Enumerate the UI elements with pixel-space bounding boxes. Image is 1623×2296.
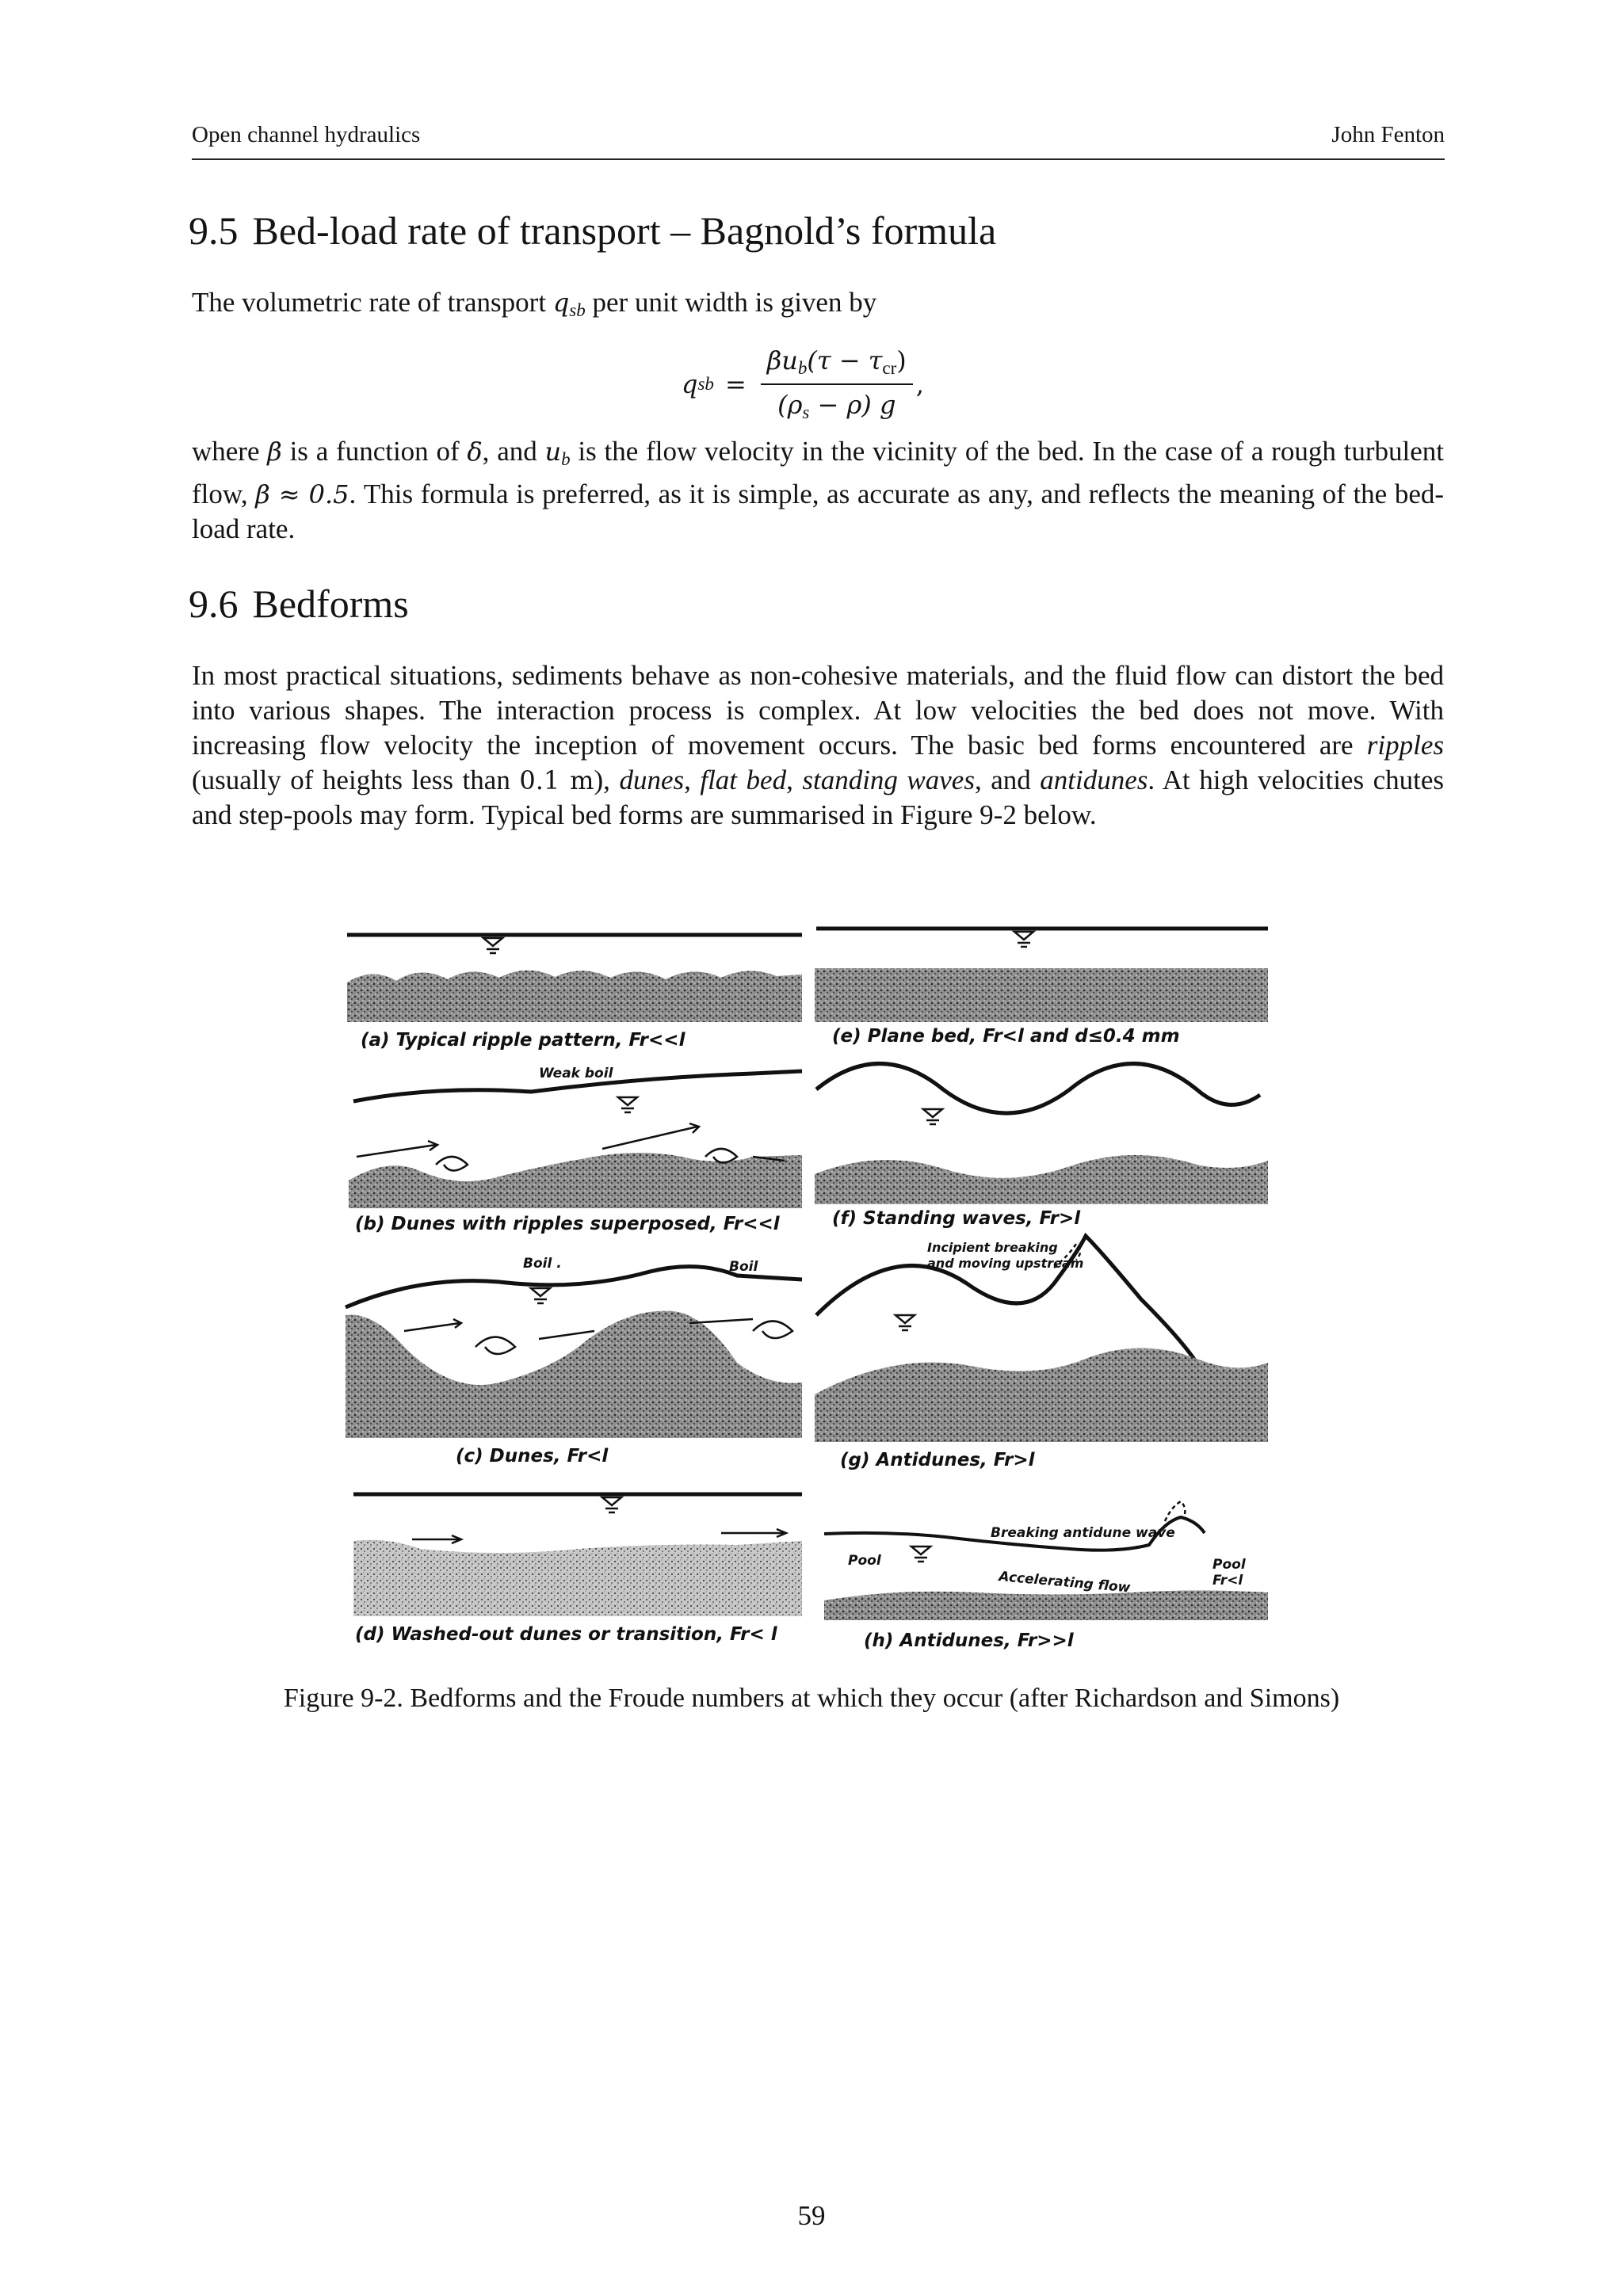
term-standing-waves: standing waves [802,765,975,795]
where-text: is a function of [281,436,468,467]
panel-d-label: (d) Washed-out dunes or transition, Fr< l [355,1624,777,1645]
incipient-label-1: Incipient breaking [927,1240,1058,1255]
page-header-right: John Fenton [1331,122,1445,147]
var-q-sub: sb [569,300,586,320]
pool-label-2: Pool [1212,1557,1246,1573]
section-title: Bedforms [252,582,409,626]
where-text: is the flow velocity in the vicinity of the bed. In the case of a rough turbulent flow, [192,436,1444,509]
section-9-6-heading [189,581,409,627]
boil-label-2: Boil [729,1259,758,1275]
eq-den-sub: s [802,402,810,422]
panel-f [815,1064,1268,1230]
var-u-sub: b [561,449,571,469]
panel-c [346,1256,802,1466]
section-number: 9.5 [189,208,239,253]
figure-caption: Figure 9-2. Bedforms and the Froude numbers at which they occur (after Richardson and Simons) [283,1684,1340,1713]
panel-f-label: (f) Standing waves, Fr>l [832,1208,1081,1229]
term-dunes: dunes [619,765,685,795]
incipient-label-2: and moving upstream [927,1256,1084,1271]
var-delta: δ [467,437,483,467]
intro-text: The volumetric rate of transport [192,287,553,318]
breaking-label: Breaking antidune wave [991,1525,1175,1541]
bedforms-text: ), [594,765,620,795]
eq-lhs: q [682,369,698,399]
panel-e-label: (e) Plane bed, Fr<l and d≤0.4 mm [832,1026,1180,1047]
var-u: u [544,437,562,467]
bedforms-text: , and [974,765,1041,795]
eq-den-rest: − ρ) g [809,390,896,420]
panel-b-label: (b) Dunes with ripples superposed, Fr<<l [355,1214,780,1234]
eq-lhs-sub: sb [697,374,714,394]
where-text: where [192,436,268,467]
panel-g [815,1236,1268,1470]
eq-fraction [761,345,913,423]
page-number: 59 [797,2200,826,2231]
where-text: , and [482,436,545,467]
eq-num-cr: cr [882,358,897,378]
page-header-left: Open channel hydraulics [192,122,421,147]
var-beta: β [267,437,282,467]
section-number: 9.6 [189,582,239,626]
ripple-height: 0.1 m [519,765,594,795]
header-rule [192,158,1445,160]
section-title: Bed-load rate of transport – Bagnold’s formula [252,208,997,253]
panel-b [349,1066,802,1234]
panel-c-label: (c) Dunes, Fr<l [456,1446,609,1466]
pool-fr-label: Fr<l [1212,1573,1243,1589]
panel-g-label: (g) Antidunes, Fr>l [840,1450,1035,1470]
panel-d [353,1494,802,1645]
term-flat-bed: flat bed [700,765,787,795]
panel-h [824,1501,1268,1651]
bagnold-equation: q sb = $\frac{\text{βub(τ − τcr)}}{(\rho s - \rho) g}$ , [682,345,924,422]
pool-label: Pool [848,1553,881,1569]
where-text: . This formula is preferred, as it is simple, as accurate as any, and reflects the meaning of the bed-load rate. [192,479,1445,544]
panel-e [815,929,1268,1047]
bedforms-paragraph: In most practical situations, sediments behave as non-cohesive materials, and the fluid flow can distort the bed into various shapes. The interaction process is complex. At low velocities the bed does not move. With increasing flow velocity the inception of movement occurs. The basic bed forms encountered are ripples (usually of heights less than 0.1 m), dunes, flat bed, standing waves, and antidunes. At high velocities chutes and step-pools may form. Typical bed forms are summarised in Figure 9-2 below. [192,660,1445,830]
intro-text-end: per unit width is given by [585,287,877,318]
section-9-5-heading [189,208,996,254]
where-paragraph [192,434,1444,547]
beta-approx: β ≈ 0.5 [255,479,349,509]
bedforms-text: . At high velocities chutes and step-pools may form. Typical bed forms are summarised in Figure 9-2 below. [192,765,1445,830]
var-q: q [552,288,570,318]
intro-paragraph [192,285,1444,328]
accelerating-label: Accelerating flow [998,1569,1132,1596]
panel-a-label: (a) Typical ripple pattern, Fr<<l [361,1030,685,1051]
term-ripples: ripples [1366,730,1444,761]
eq-num-rest: (τ − τ [807,345,883,376]
bedforms-text: In most practical situations, sediments behave as non-cohesive materials, and the fluid flow can distort the bed into various shapes. The interaction process is complex. At low velocities the bed does not move. With increasing flow velocity the inception of movement occurs. The basic bed forms encountered are [192,660,1444,761]
eq-num-close: ) [896,345,907,376]
bedforms-figure [341,919,1281,1654]
eq-numerator: βu [766,345,798,376]
boil-label: Boil . [523,1256,562,1272]
panel-h-label: (h) Antidunes, Fr>>l [864,1630,1074,1651]
weak-boil-label: Weak boil [539,1066,613,1081]
term-antidunes: antidunes [1040,765,1148,795]
panel-a [347,935,802,1051]
bedforms-text: (usually of heights less than [192,765,520,795]
eq-denominator: (ρ [777,390,803,420]
eq-num-sub: b [797,358,808,378]
